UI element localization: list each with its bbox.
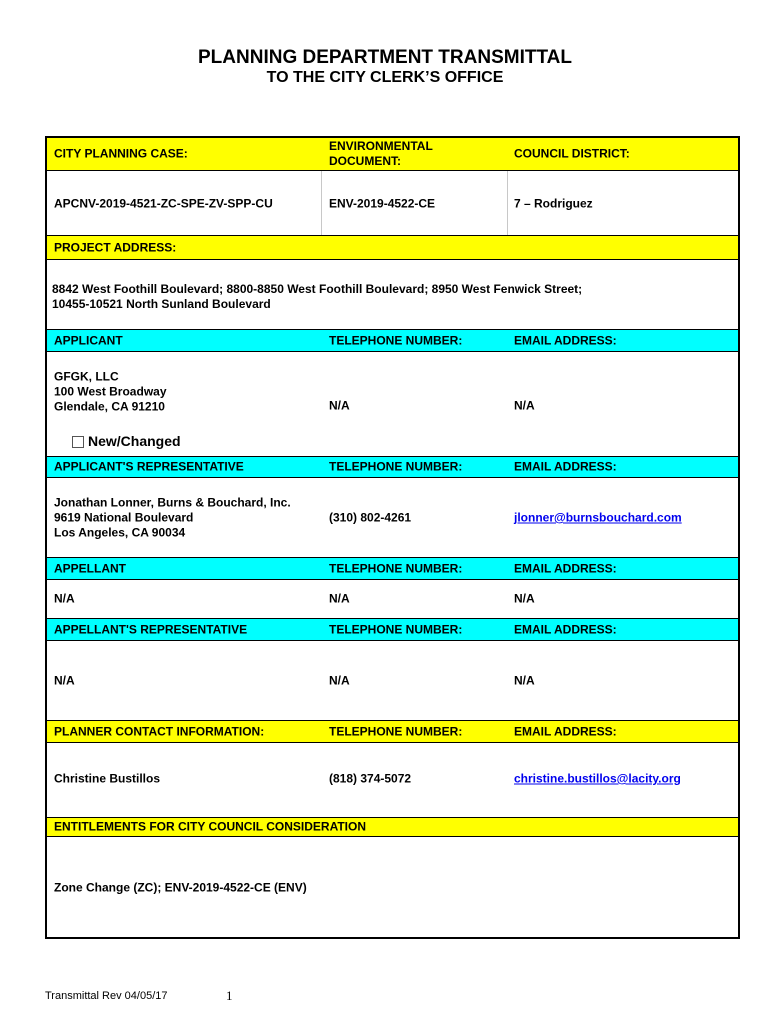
project-address-header (47, 236, 738, 260)
applicant-email: N/A (514, 398, 535, 413)
applicant-phone-label: TELEPHONE NUMBER: (329, 333, 463, 347)
planner-label: PLANNER CONTACT INFORMATION: (54, 724, 265, 738)
case-label: CITY PLANNING CASE: (54, 146, 188, 161)
new-changed-checkbox[interactable] (72, 436, 84, 448)
applicant-rep-name-address: Jonathan Lonner, Burns & Bouchard, Inc. 9619 National Boulevard Los Angeles, CA 90034 (54, 495, 291, 540)
new-changed-row (47, 432, 738, 452)
appellant-email: N/A (514, 591, 535, 606)
applicant-rep-email-label: EMAIL ADDRESS: (514, 459, 617, 474)
planner-phone: (818) 374-5072 (329, 771, 412, 786)
applicant-name-address: GFGK, LLC 100 West Broadway Glendale, CA 91210 (54, 369, 167, 414)
entitlements-label: ENTITLEMENTS FOR CITY COUNCIL CONSIDERATION (54, 819, 367, 834)
footer-revision: Transmittal Rev 04/05/17 (45, 990, 168, 1002)
planner-email-link[interactable]: christine.bustillos@lacity.org (514, 771, 681, 786)
appellant-values (47, 580, 738, 619)
applicant-rep-label: APPLICANT'S REPRESENTATIVE (54, 459, 244, 474)
transmittal-form (45, 136, 740, 939)
applicant-phone: N/A (329, 398, 350, 413)
appellant-phone: N/A (329, 591, 350, 606)
applicant-label: APPLICANT (54, 333, 123, 347)
planner-email-label: EMAIL ADDRESS: (514, 724, 617, 738)
applicant-rep-phone-label: TELEPHONE NUMBER: (329, 459, 463, 474)
appellant-rep-phone: N/A (329, 673, 350, 687)
appellant-rep-phone-label: TELEPHONE NUMBER: (329, 622, 463, 636)
planner-header (47, 721, 738, 743)
env-doc-label: ENVIRONMENTAL DOCUMENT: (329, 139, 433, 168)
applicant-rep-email-link[interactable]: jlonner@burnsbouchard.com (514, 510, 682, 525)
applicant-rep-values (47, 478, 738, 558)
project-address-row (47, 260, 738, 330)
appellant-rep-values (47, 641, 738, 721)
appellant-header (47, 558, 738, 580)
case-number: APCNV-2019-4521-ZC-SPE-ZV-SPP-CU (54, 196, 273, 211)
appellant-rep-email: N/A (514, 673, 535, 687)
project-address-value: 8842 West Foothill Boulevard; 8800-8850 West Foothill Boulevard; 8950 West Fenwick Street; 10455-10521 North Sunland Boulevard (52, 282, 583, 311)
page-subtitle: TO THE CITY CLERK’S OFFICE (266, 69, 504, 86)
appellant-rep-name: N/A (54, 673, 75, 687)
applicant-header (47, 330, 738, 352)
appellant-name: N/A (54, 591, 75, 606)
appellant-rep-header (47, 619, 738, 641)
footer-page-number: 1 (226, 988, 233, 1003)
council-district-label: COUNCIL DISTRICT: (514, 146, 630, 161)
planner-name: Christine Bustillos (54, 771, 161, 786)
applicant-rep-header (47, 456, 738, 478)
applicant-email-label: EMAIL ADDRESS: (514, 333, 617, 347)
planner-phone-label: TELEPHONE NUMBER: (329, 724, 463, 738)
entitlements-header (47, 818, 738, 837)
planner-values (47, 743, 738, 818)
appellant-label: APPELLANT (54, 561, 126, 575)
new-changed-label: New/Changed (88, 433, 181, 449)
page-title: PLANNING DEPARTMENT TRANSMITTAL (198, 47, 572, 68)
appellant-rep-email-label: EMAIL ADDRESS: (514, 622, 617, 636)
project-address-label: PROJECT ADDRESS: (54, 240, 177, 254)
appellant-phone-label: TELEPHONE NUMBER: (329, 561, 463, 575)
council-district-value: 7 – Rodriguez (514, 196, 593, 211)
entitlements-values (47, 837, 738, 937)
case-header-row (47, 138, 738, 171)
applicant-values (47, 352, 738, 424)
entitlements-value: Zone Change (ZC); ENV-2019-4522-CE (ENV) (54, 880, 307, 895)
appellant-email-label: EMAIL ADDRESS: (514, 561, 617, 575)
env-document-value: ENV-2019-4522-CE (329, 196, 436, 211)
case-values-row (47, 171, 738, 236)
appellant-rep-label: APPELLANT'S REPRESENTATIVE (54, 622, 248, 636)
applicant-rep-phone: (310) 802-4261 (329, 510, 412, 525)
